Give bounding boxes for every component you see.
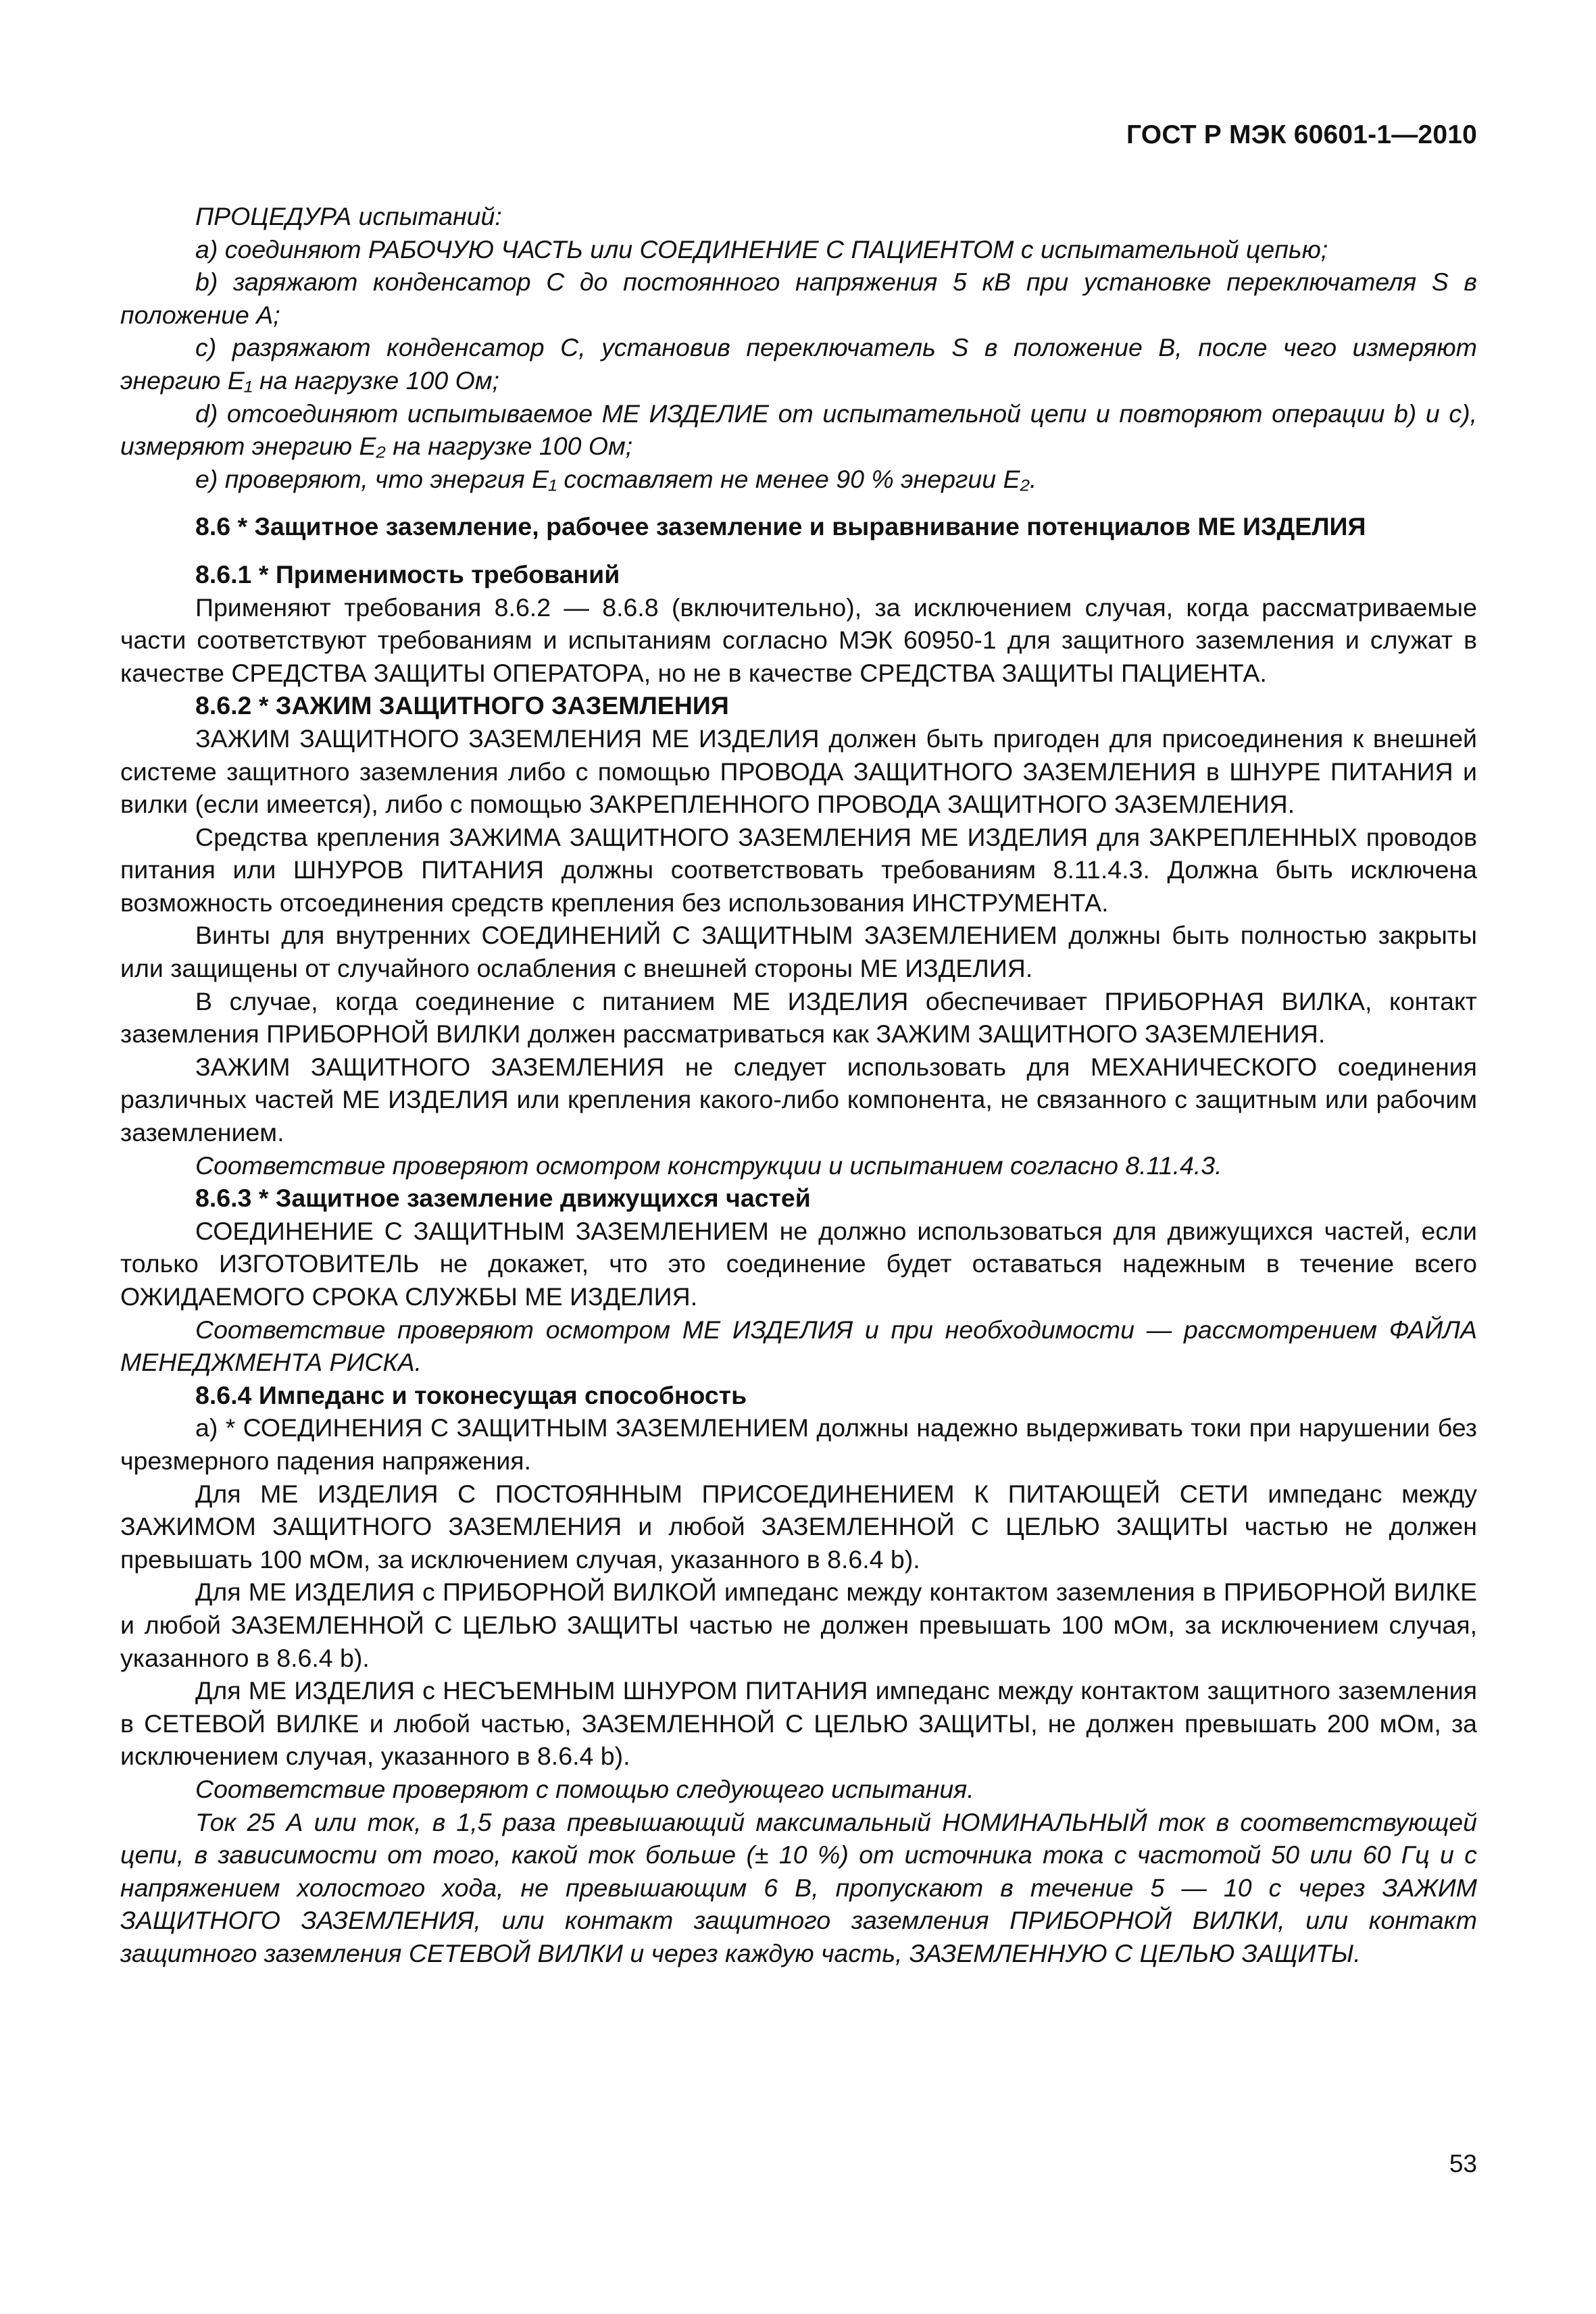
standard-designation: ГОСТ Р МЭК 60601-1—2010 (1126, 120, 1477, 149)
procedure-step-e: e) проверяют, что энергия E₁ составляет не менее 90 % энергии E₂. (195, 464, 1037, 493)
subsection-heading-8-6-3: 8.6.3 * Защитное заземление движущихся частей (195, 1184, 811, 1213)
paragraph-8-6-4-d: Для ME ИЗДЕЛИЯ с НЕСЪЕМНЫМ ШНУРОМ ПИТАНИЯ импеданс между контактом защитного заземления в СЕТЕВОЙ ВИЛКЕ и любой частью, ЗАЗЕМЛЕННОЙ С ЦЕЛЬЮ ЗАЩИТЫ, не должен превышать 200 мОм, за исключением случая, указанного в 8.6.4 b). (120, 1676, 1477, 1771)
subsection-heading-8-6-1: 8.6.1 * Применимость требований (195, 559, 620, 588)
paragraph-8-6-4-c: Для ME ИЗДЕЛИЯ с ПРИБОРНОЙ ВИЛКОЙ импеданс между контактом заземления в ПРИБОРНОЙ ВИЛКЕ и любой ЗАЗЕМЛЕННОЙ С ЦЕЛЬЮ ЗАЩИТЫ частью не должен превышать 100 мОм, за исключением случая, указанного в 8.6.4 b). (120, 1578, 1477, 1672)
test-description-8-6-4: Ток 25 А или ток, в 1,5 раза превышающий максимальный НОМИНАЛЬНЫЙ ток в соответствующей цепи, в зависимости от того, какой ток больше (± 10 %) от источника тока с частотой 50 или 60 Гц и с напряжением холостого хода, не превышающим 6 В, пропускают в течение 5 — 10 с через ЗАЖИМ ЗАЩИТНОГО ЗАЗЕМЛЕНИЯ, или контакт защитного заземления ПРИБОРНОЙ ВИЛКИ, или контакт защитного заземления СЕТЕВОЙ ВИЛКИ и через каждую часть, ЗАЗЕМЛЕННУЮ С ЦЕЛЬЮ ЗАЩИТЫ. (120, 1807, 1477, 1967)
compliance-8-6-4: Соответствие проверяют с помощью следующего испытания. (195, 1774, 974, 1803)
compliance-8-6-3: Соответствие проверяют осмотром ME ИЗДЕЛИЯ и при необходимости — рассмотрением ФАЙЛА МЕНЕДЖМЕНТА РИСКА. (120, 1315, 1477, 1377)
subsection-heading-8-6-2: 8.6.2 * ЗАЖИМ ЗАЩИТНОГО ЗАЗЕМЛЕНИЯ (195, 691, 729, 720)
procedure-step-c: c) разряжают конденсатор С, установив переключатель S в положение В, после чего измеряют энергию E₁ на нагрузке 100 Ом; (120, 333, 1477, 395)
subsection-heading-8-6-4: 8.6.4 Импеданс и токонесущая способность (195, 1380, 747, 1409)
paragraph-8-6-3: СОЕДИНЕНИЕ С ЗАЩИТНЫМ ЗАЗЕМЛЕНИЕМ не должно использоваться для движущихся частей, если только ИЗГОТОВИТЕЛЬ не докажет, что это соединение будет оставаться надежным в течение всего ОЖИДАЕМОГО СРОКА СЛУЖБЫ ME ИЗДЕЛИЯ. (120, 1216, 1477, 1311)
procedure-step-a: a) соединяют РАБОЧУЮ ЧАСТЬ или СОЕДИНЕНИЕ С ПАЦИЕНТОМ с испытательной цепью; (195, 234, 1328, 263)
paragraph-8-6-2-d: В случае, когда соединение с питанием ME ИЗДЕЛИЯ обеспечивает ПРИБОРНАЯ ВИЛКА, контакт заземления ПРИБОРНОЙ ВИЛКИ должен рассматриваться как ЗАЖИМ ЗАЩИТНОГО ЗАЗЕМЛЕНИЯ. (120, 986, 1477, 1049)
page-number: 53 (1449, 2150, 1477, 2178)
paragraph-8-6-2-a: ЗАЖИМ ЗАЩИТНОГО ЗАЗЕМЛЕНИЯ ME ИЗДЕЛИЯ должен быть пригоден для присоединения к внешней системе защитного заземления либо с помощью ПРОВОДА ЗАЩИТНОГО ЗАЗЕМЛЕНИЯ в ШНУРЕ ПИТАНИЯ и вилки (если имеется), либо с помощью ЗАКРЕПЛЕННОГО ПРОВОДА ЗАЩИТНОГО ЗАЗЕМЛЕНИЯ. (120, 724, 1477, 819)
compliance-8-6-2: Соответствие проверяют осмотром конструкции и испытанием согласно 8.11.4.3. (195, 1151, 1222, 1180)
procedure-title: ПРОЦЕДУРА испытаний: (195, 202, 502, 230)
procedure-step-d: d) отсоединяют испытываемое ME ИЗДЕЛИЕ от испытательной цепи и повторяют операции b) и с), измеряют энергию E₂ на нагрузке 100 Ом; (120, 399, 1477, 461)
section-heading-8-6: 8.6 * Защитное заземление, рабочее заземление и выравнивание потенциалов ME ИЗДЕЛИЯ (195, 512, 1366, 541)
paragraph-8-6-1: Применяют требования 8.6.2 — 8.6.8 (включительно), за исключением случая, когда рассматриваемые части соответствуют требованиям и испытаниям согласно МЭК 60950-1 для защитного заземления и служат в качестве СРЕДСТВА ЗАЩИТЫ ОПЕРАТОРА, но не в качестве СРЕДСТВА ЗАЩИТЫ ПАЦИЕНТА. (120, 593, 1477, 687)
paragraph-8-6-4-a: a) * СОЕДИНЕНИЯ С ЗАЩИТНЫМ ЗАЗЕМЛЕНИЕМ должны надежно выдерживать токи при нарушении без чрезмерного падения напряжения. (120, 1413, 1477, 1475)
paragraph-8-6-2-c: Винты для внутренних СОЕДИНЕНИЙ С ЗАЩИТНЫМ ЗАЗЕМЛЕНИЕМ должны быть полностью закрыты или защищены от случайного ослабления с внешней стороны ME ИЗДЕЛИЯ. (120, 921, 1477, 983)
paragraph-8-6-2-b: Средства крепления ЗАЖИМА ЗАЩИТНОГО ЗАЗЕМЛЕНИЯ ME ИЗДЕЛИЯ для ЗАКРЕПЛЕННЫХ проводов питания или ШНУРОВ ПИТАНИЯ должны соответствовать требованиям 8.11.4.3. Должна быть исключена возможность отсоединения средств крепления без использования ИНСТРУМЕНТА. (120, 822, 1477, 917)
paragraph-8-6-4-b: Для ME ИЗДЕЛИЯ С ПОСТОЯННЫМ ПРИСОЕДИНЕНИЕМ К ПИТАЮЩЕЙ СЕТИ импеданс между ЗАЖИМОМ ЗАЩИТНОГО ЗАЗЕМЛЕНИЯ и любой ЗАЗЕМЛЕННОЙ С ЦЕЛЬЮ ЗАЩИТЫ частью не должен превышать 100 мОм, за исключением случая, указанного в 8.6.4 b). (120, 1479, 1477, 1574)
document-body (120, 200, 1477, 1969)
paragraph-8-6-2-e: ЗАЖИМ ЗАЩИТНОГО ЗАЗЕМЛЕНИЯ не следует использовать для МЕХАНИЧЕСКОГО соединения различных частей ME ИЗДЕЛИЯ или крепления какого-либо компонента, не связанного с защитным или рабочим заземлением. (120, 1052, 1477, 1147)
procedure-step-b: b) заряжают конденсатор С до постоянного напряжения 5 кВ при установке переключателя S в положение А; (120, 268, 1477, 329)
